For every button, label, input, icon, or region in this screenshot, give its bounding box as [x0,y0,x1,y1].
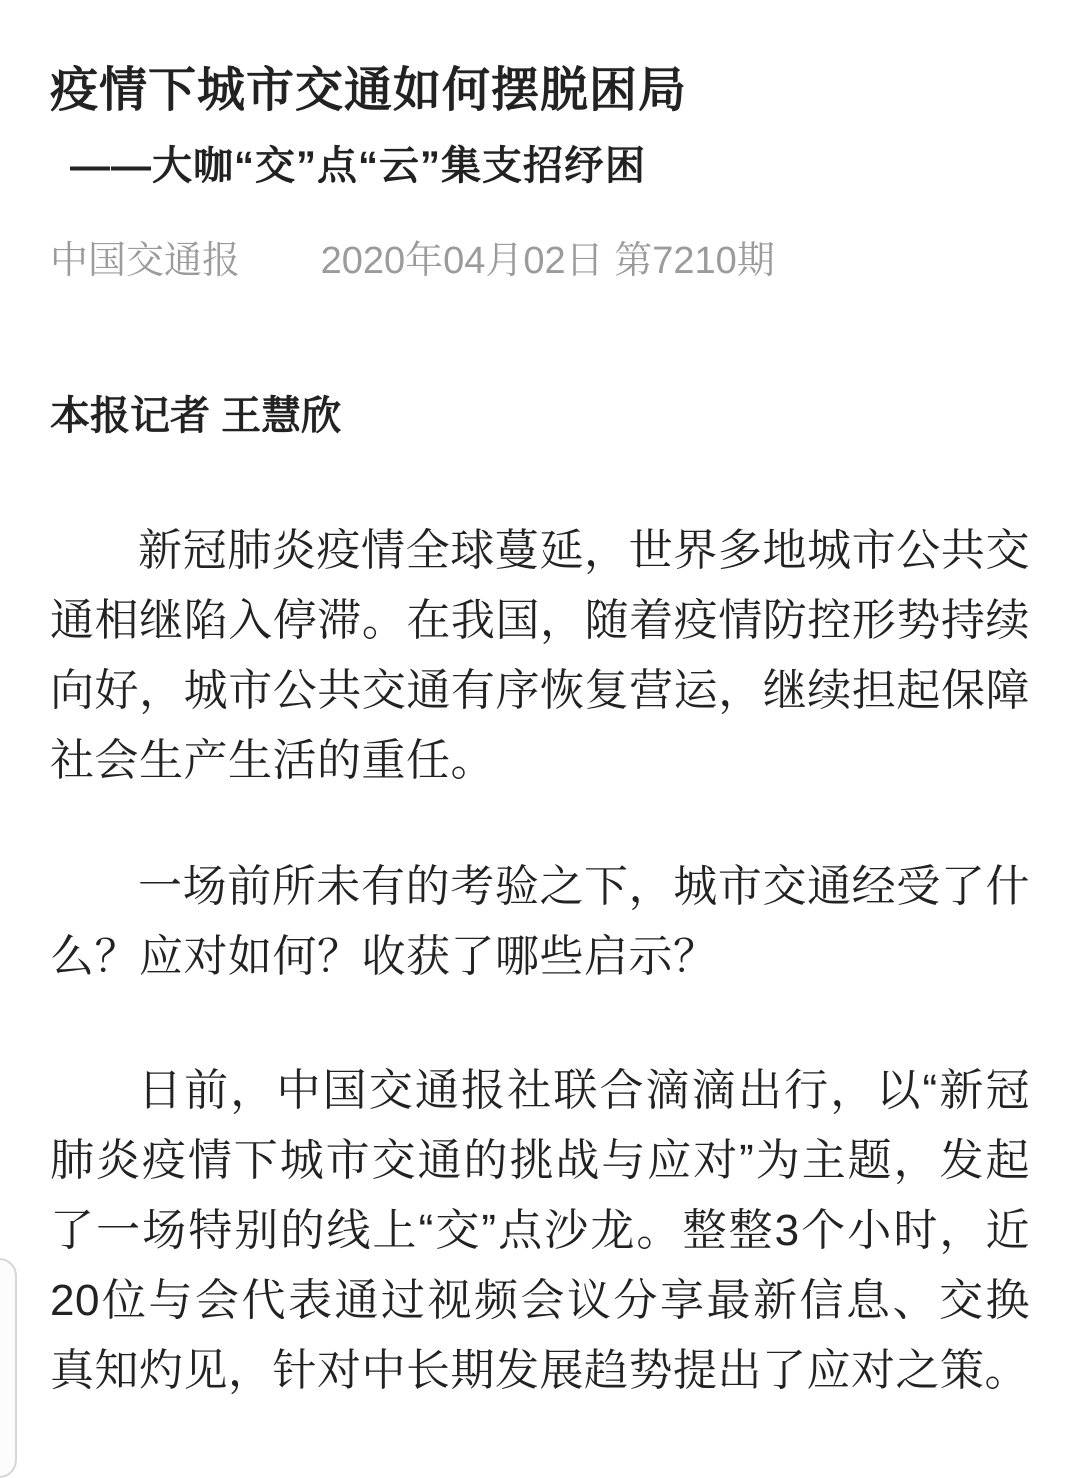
article-paragraph: 新冠肺炎疫情全球蔓延，世界多地城市公共交通相继陷入停滞。在我国，随着疫情防控形势持续向好，城市公共交通有序恢复营运，继续担起保障社会生产生活的重任。 [50,526,1030,785]
article-subtitle: ——大咖“交”点“云”集支招纾困 [70,144,646,188]
article-source: 中国交通报 [50,240,241,282]
article-author: 本报记者 王慧欣 [50,394,342,438]
article-paragraph: 一场前所未有的考验之下，城市交通经受了什么？应对如何？收获了哪些启示？ [50,862,1030,981]
article-title: 疫情下城市交通如何摆脱困局 [50,64,688,117]
article-meta [50,236,1030,286]
edge-floating-widget[interactable] [0,1258,17,1478]
article-paragraph: 日前，中国交通报社联合滴滴出行，以“新冠肺炎疫情下城市交通的挑战与应对”为主题，发起了一场特别的线上“交”点沙龙。整整3个小时，近20位与会代表通过视频会议分享最新信息、交换真知灼见，针对中长期发展趋势提出了应对之策。 [50,1066,1030,1395]
article-date-issue: 2020年04月02日 第7210期 [320,240,775,282]
